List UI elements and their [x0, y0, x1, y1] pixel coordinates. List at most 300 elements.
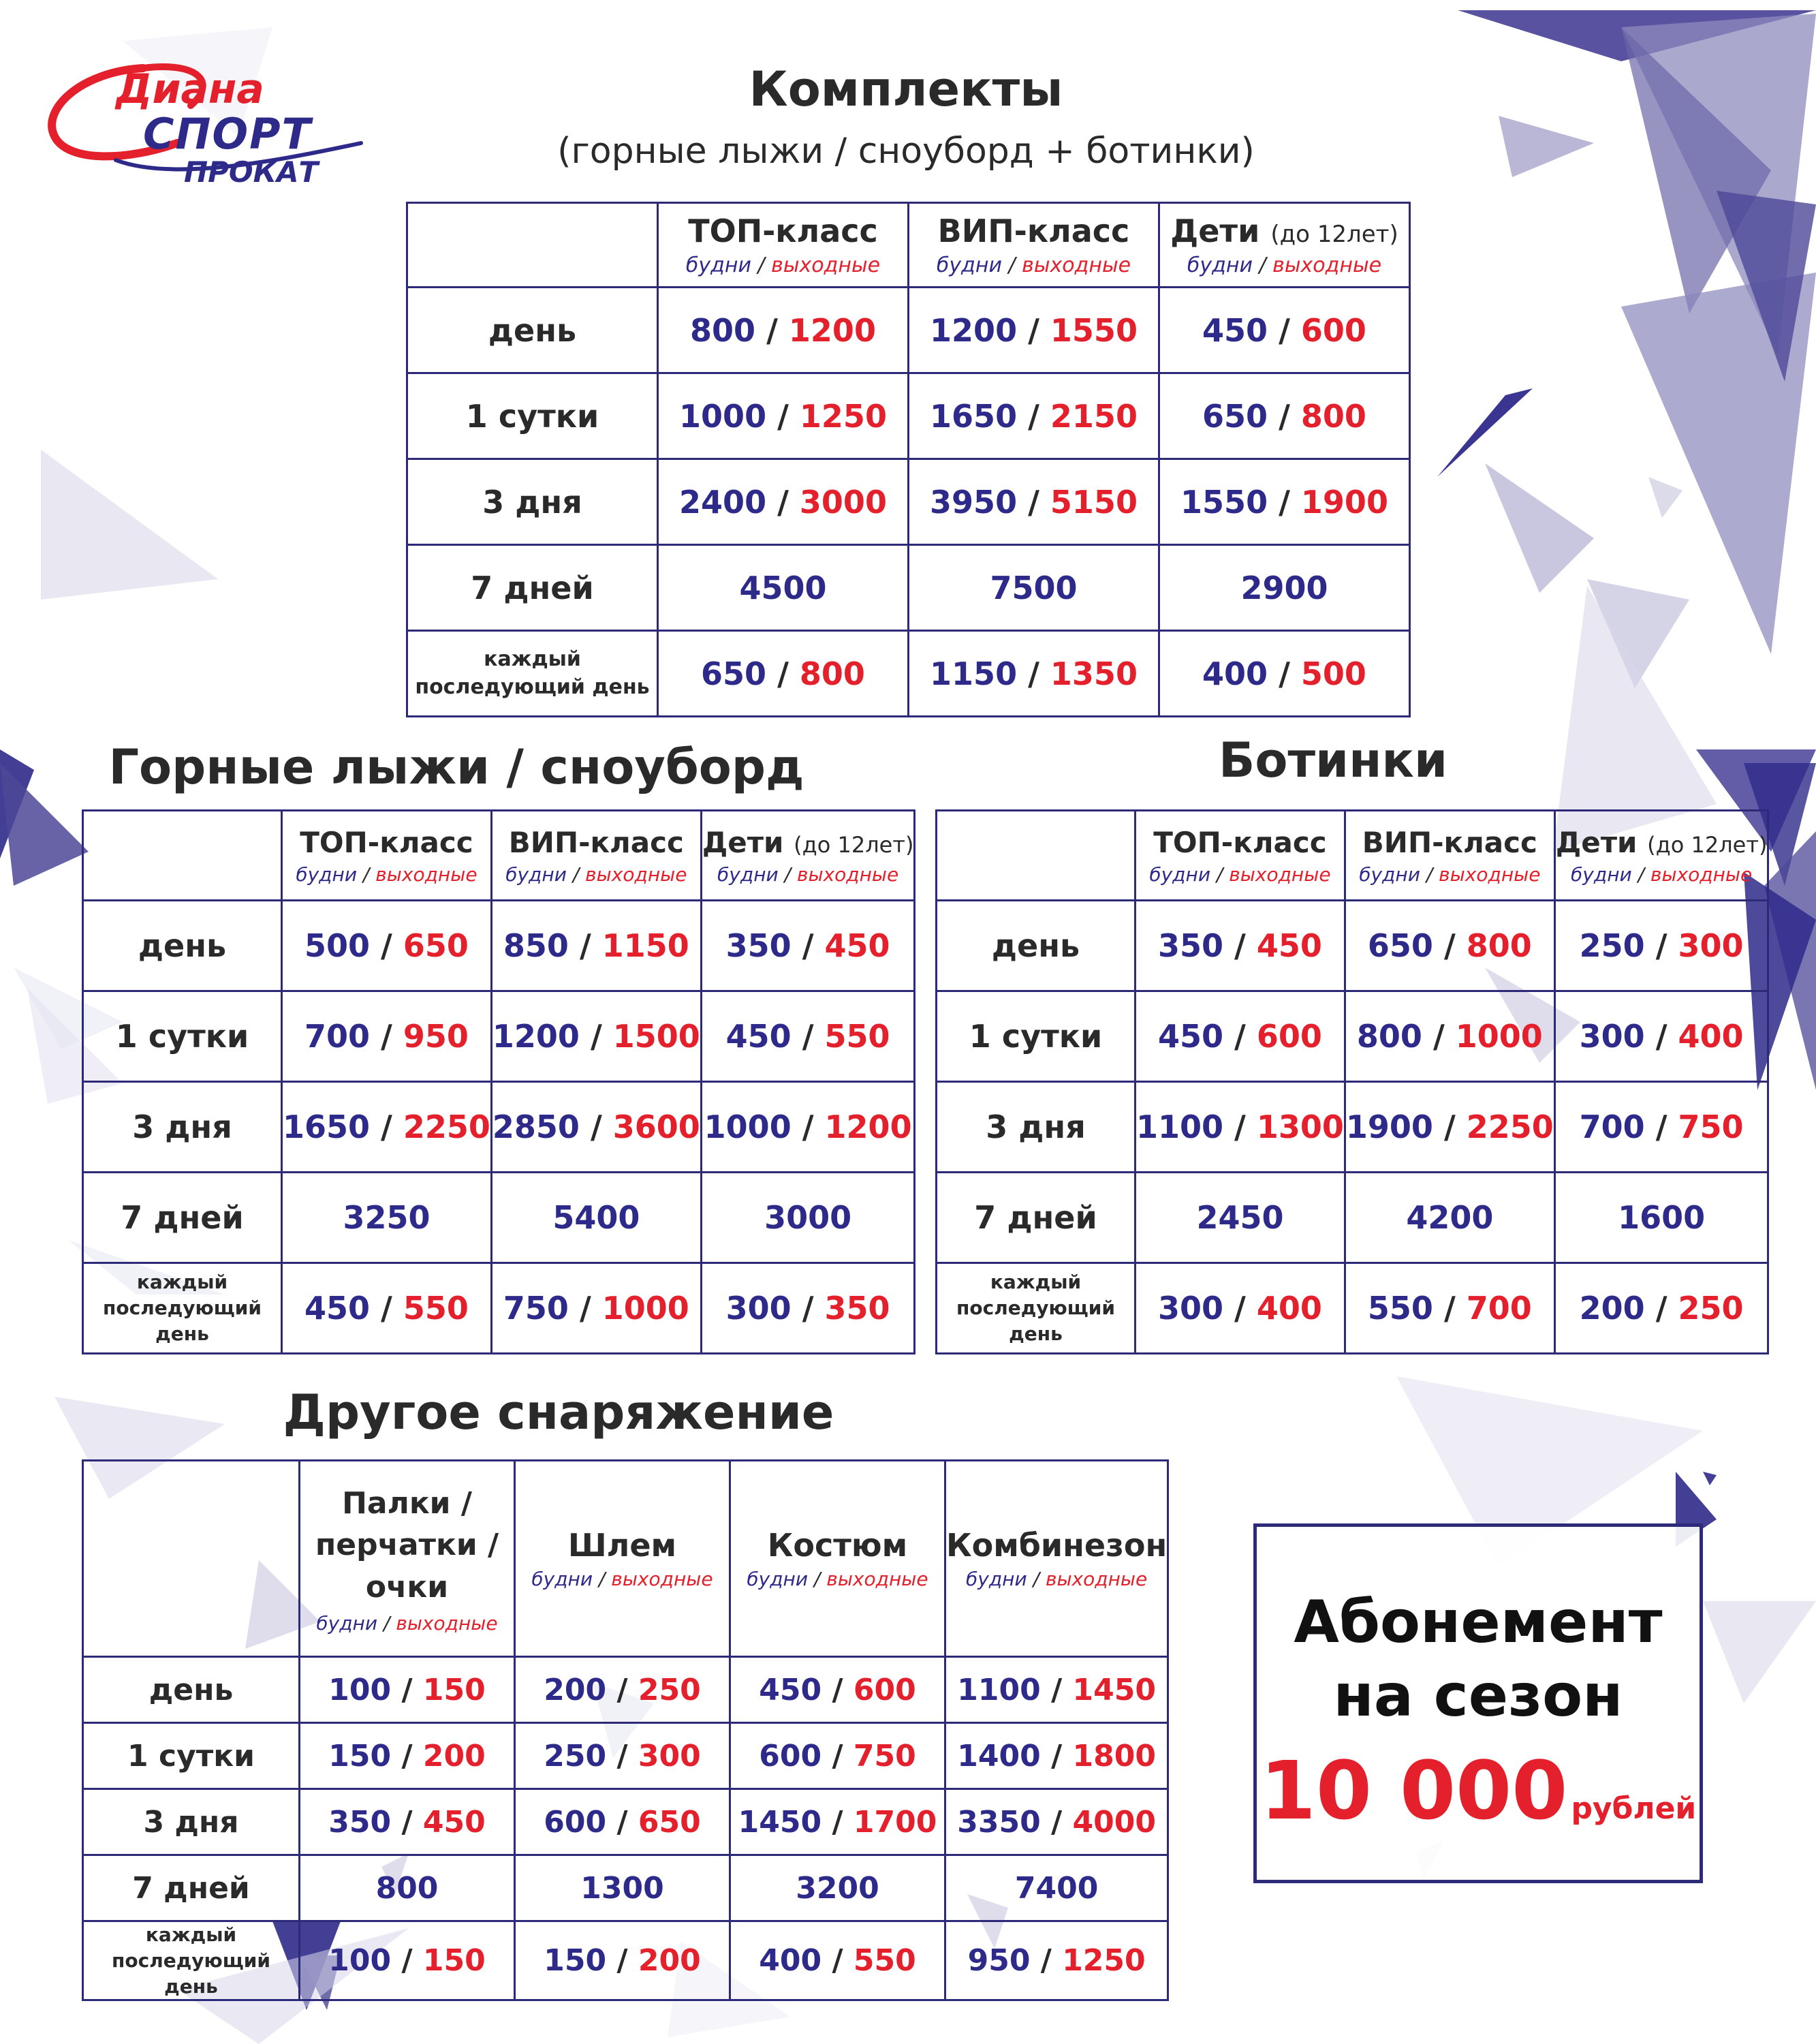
price-single: 3200: [796, 1870, 879, 1906]
label-separator: /: [1638, 863, 1645, 886]
price-separator: /: [832, 1738, 843, 1774]
column-subtitle: [659, 253, 907, 277]
price-weekend: 250: [638, 1672, 701, 1707]
weekend-label: выходные: [1229, 863, 1331, 886]
price-cell: [1136, 1173, 1345, 1263]
column-name: [946, 1527, 1167, 1564]
table-row: [83, 1855, 1168, 1921]
column-header: [300, 1461, 515, 1657]
price-weekend: 1300: [1256, 1109, 1344, 1145]
price-weekday: 3950: [930, 483, 1018, 521]
weekday-label: будни: [1571, 863, 1632, 886]
table-row: [937, 1263, 1768, 1354]
price-weekday: 350: [328, 1804, 392, 1840]
row-label: 7 дней: [83, 1173, 282, 1263]
table-row: [83, 1263, 915, 1354]
price-weekend: 300: [638, 1738, 701, 1774]
price-separator: /: [1028, 397, 1039, 435]
column-header: [658, 203, 909, 288]
row-label: 7 дней: [407, 545, 658, 631]
price-weekend: 500: [1300, 655, 1366, 692]
price-separator: /: [1028, 655, 1039, 692]
boots-table: [935, 809, 1769, 1354]
weekend-label: выходные: [585, 863, 687, 886]
price-weekend: 5150: [1050, 483, 1138, 521]
corner-cell: [407, 203, 658, 288]
price-weekday: 1550: [1180, 483, 1268, 521]
price-weekday: 700: [304, 1018, 371, 1055]
price-cell: [300, 1723, 515, 1789]
price-cell: [658, 545, 909, 631]
price-separator: /: [1433, 1018, 1445, 1055]
price-separator: /: [1443, 1109, 1456, 1145]
price-weekend: 1000: [1455, 1018, 1543, 1055]
column-subtitle: [702, 863, 914, 886]
price-weekday: 450: [1158, 1018, 1224, 1055]
weekday-label: будни: [316, 1612, 378, 1635]
price-weekend: 1450: [1072, 1672, 1156, 1707]
price-weekday: 350: [725, 927, 792, 964]
price-weekday: 100: [328, 1672, 392, 1707]
price-separator: /: [832, 1943, 843, 1979]
price-weekday: 700: [1579, 1109, 1645, 1145]
price-separator: /: [381, 927, 392, 964]
column-header: [1136, 811, 1345, 901]
price-cell: [282, 991, 492, 1082]
price-cell: [1345, 1173, 1554, 1263]
price-separator: /: [1040, 1943, 1052, 1979]
column-subtitle: [516, 1568, 729, 1590]
weekday-label: будни: [936, 253, 1002, 277]
label-separator: /: [598, 1568, 606, 1590]
price-separator: /: [1234, 927, 1246, 964]
price-separator: /: [590, 1018, 602, 1055]
price-weekend: 2150: [1050, 397, 1138, 435]
price-weekday: 250: [544, 1738, 607, 1774]
price-weekend: 2250: [403, 1109, 490, 1145]
price-separator: /: [616, 1738, 628, 1774]
kits-table: [406, 202, 1411, 717]
price-single: 2450: [1196, 1199, 1284, 1236]
price-weekday: 100: [328, 1943, 392, 1979]
weekend-label: выходные: [1439, 863, 1541, 886]
season-pass-price-row: [1257, 1744, 1700, 1838]
price-separator: /: [1051, 1672, 1063, 1707]
weekend-label: выходные: [1650, 863, 1753, 886]
price-weekday: 150: [544, 1943, 607, 1979]
price-weekday: 1400: [957, 1738, 1041, 1774]
column-name: [731, 1527, 944, 1564]
price-cell: [300, 1855, 515, 1921]
header-row: [83, 1461, 1168, 1657]
column-age: (до 12лет): [1270, 221, 1398, 248]
price-separator: /: [579, 1290, 591, 1327]
column-subtitle: [1160, 253, 1409, 277]
price-weekend: 450: [422, 1804, 486, 1840]
price-single: 4200: [1406, 1199, 1494, 1236]
price-cell: [701, 1082, 915, 1173]
price-cell: [491, 1263, 701, 1354]
price-weekday: 450: [725, 1018, 792, 1055]
price-weekday: 450: [304, 1290, 371, 1327]
season-pass-line1: Абонемент: [1294, 1588, 1663, 1656]
table-row: [83, 1789, 1168, 1855]
price-separator: /: [802, 1290, 814, 1327]
price-weekday: 1000: [704, 1109, 792, 1145]
table-row: [937, 991, 1768, 1082]
price-separator: /: [1051, 1804, 1063, 1840]
price-cell: [300, 1789, 515, 1855]
price-cell: [1159, 373, 1410, 459]
price-weekend: 3000: [799, 483, 887, 521]
price-cell: [909, 631, 1159, 717]
price-separator: /: [802, 1109, 814, 1145]
table-row: [937, 1173, 1768, 1263]
price-separator: /: [401, 1672, 413, 1707]
price-separator: /: [1051, 1738, 1063, 1774]
price-weekend: 450: [1256, 927, 1322, 964]
price-cell: [491, 901, 701, 991]
price-cell: [945, 1789, 1168, 1855]
column-header: [909, 203, 1159, 288]
price-weekend: 1700: [853, 1804, 937, 1840]
weekday-label: будни: [1187, 253, 1253, 277]
price-cell: [730, 1855, 945, 1921]
column-header: [491, 811, 701, 901]
price-separator: /: [1655, 1290, 1668, 1327]
season-pass-price: 10 000: [1259, 1744, 1568, 1838]
logo-line3: ПРОКАТ: [184, 155, 319, 189]
column-name-line: перчатки /: [315, 1528, 499, 1563]
price-weekday: 650: [1367, 927, 1433, 964]
column-header: [282, 811, 492, 901]
price-weekend: 800: [1466, 927, 1532, 964]
table-row: [83, 991, 915, 1082]
price-separator: /: [1279, 655, 1290, 692]
row-label-line: каждый: [484, 647, 581, 671]
price-weekday: 1650: [283, 1109, 371, 1145]
column-header: [1554, 811, 1768, 901]
price-weekday: 650: [1202, 397, 1268, 435]
price-cell: [1136, 1082, 1345, 1173]
column-name: [702, 826, 914, 859]
price-cell: [945, 1723, 1168, 1789]
price-separator: /: [1443, 1290, 1456, 1327]
price-weekend: 400: [1678, 1018, 1744, 1055]
column-name-text: ВИП-класс: [1362, 825, 1537, 859]
price-weekend: 200: [638, 1943, 701, 1979]
label-separator: /: [572, 863, 580, 886]
column-subtitle: [1346, 863, 1554, 886]
column-name-line: очки: [365, 1569, 449, 1605]
price-cell: [515, 1789, 730, 1855]
price-weekday: 2400: [679, 483, 767, 521]
price-weekday: 2850: [492, 1109, 580, 1145]
price-cell: [701, 1173, 915, 1263]
price-weekend: 1150: [601, 927, 689, 964]
price-cell: [1136, 901, 1345, 991]
price-separator: /: [401, 1738, 413, 1774]
price-separator: /: [1655, 1109, 1668, 1145]
skis-title: Горные лыжи / сноуборд: [108, 739, 804, 795]
price-separator: /: [1655, 1018, 1668, 1055]
price-single: 7500: [990, 569, 1078, 606]
price-weekend: 600: [1300, 311, 1366, 349]
column-name-text: Комбинезон: [946, 1527, 1168, 1564]
price-separator: /: [1028, 311, 1039, 349]
row-label-line: последующий день: [415, 675, 650, 699]
row-label-line: каждый: [136, 1271, 228, 1294]
weekend-label: выходные: [1045, 1568, 1148, 1590]
price-cell: [1345, 1082, 1554, 1173]
price-cell: [701, 1263, 915, 1354]
label-separator: /: [1426, 863, 1433, 886]
price-weekend: 550: [824, 1018, 890, 1055]
weekend-label: выходные: [396, 1612, 498, 1635]
column-age: (до 12лет): [1647, 831, 1768, 858]
price-weekday: 300: [1579, 1018, 1645, 1055]
column-subtitle: [1556, 863, 1768, 886]
price-weekend: 1250: [799, 397, 887, 435]
price-cell: [730, 1789, 945, 1855]
column-subtitle: [283, 863, 490, 886]
price-weekend: 1200: [788, 311, 876, 349]
price-weekend: 550: [403, 1290, 469, 1327]
price-separator: /: [1279, 483, 1290, 521]
other-title: Другое снаряжение: [283, 1384, 834, 1440]
column-name-text: ВИП-класс: [937, 213, 1130, 249]
price-separator: /: [401, 1804, 413, 1840]
header-row: [83, 811, 915, 901]
column-name-line: Палки /: [342, 1485, 472, 1521]
price-cell: [491, 991, 701, 1082]
weekday-label: будни: [685, 253, 751, 277]
price-weekend: 1800: [1072, 1738, 1156, 1774]
price-cell: [658, 373, 909, 459]
row-label: 7 дней: [937, 1173, 1136, 1263]
price-weekend: 150: [422, 1672, 486, 1707]
price-weekday: 400: [1202, 655, 1268, 692]
price-separator: /: [777, 483, 789, 521]
label-separator: /: [813, 1568, 821, 1590]
price-cell: [515, 1657, 730, 1723]
price-cell: [1159, 459, 1410, 545]
column-name-text: Дети: [702, 825, 784, 859]
price-separator: /: [590, 1109, 602, 1145]
price-single: 2900: [1240, 569, 1328, 606]
price-weekend: 150: [422, 1943, 486, 1979]
price-cell: [491, 1082, 701, 1173]
header-row: [407, 203, 1410, 288]
table-row: [407, 545, 1410, 631]
price-cell: [300, 1921, 515, 2000]
price-weekend: 600: [853, 1672, 916, 1707]
price-weekend: 800: [799, 655, 865, 692]
row-label: [937, 1263, 1136, 1354]
price-single: 1300: [580, 1870, 664, 1906]
weekday-label: будни: [717, 863, 779, 886]
price-cell: [515, 1921, 730, 2000]
row-label: день: [937, 901, 1136, 991]
price-separator: /: [1279, 397, 1290, 435]
price-cell: [282, 1263, 492, 1354]
column-age: (до 12лет): [794, 831, 914, 858]
weekday-label: будни: [531, 1568, 593, 1590]
price-cell: [515, 1723, 730, 1789]
price-separator: /: [616, 1672, 628, 1707]
season-pass-currency: рублей: [1571, 1791, 1697, 1826]
column-header: [1159, 203, 1410, 288]
table-row: [407, 288, 1410, 373]
price-weekday: 400: [759, 1943, 822, 1979]
label-separator: /: [362, 863, 370, 886]
price-cell: [1159, 545, 1410, 631]
weekday-label: будни: [296, 863, 358, 886]
price-weekday: 200: [544, 1672, 607, 1707]
label-separator: /: [1008, 253, 1016, 277]
column-name: [516, 1527, 729, 1564]
other-table: [82, 1459, 1169, 2001]
price-cell: [730, 1921, 945, 2000]
price-weekday: 750: [503, 1290, 569, 1327]
table-row: [83, 1723, 1168, 1789]
corner-cell: [83, 811, 282, 901]
price-separator: /: [766, 311, 778, 349]
table-row: [83, 1921, 1168, 2000]
price-weekday: 600: [759, 1738, 822, 1774]
price-cell: [1554, 901, 1768, 991]
season-pass-line2: на сезон: [1333, 1662, 1623, 1730]
label-separator: /: [383, 1612, 390, 1635]
price-cell: [701, 991, 915, 1082]
price-weekday: 1200: [930, 311, 1018, 349]
column-subtitle: [492, 863, 700, 886]
price-separator: /: [1234, 1290, 1246, 1327]
price-weekday: 300: [725, 1290, 792, 1327]
weekend-label: выходные: [796, 863, 899, 886]
price-weekend: 1000: [601, 1290, 689, 1327]
table-row: [83, 1082, 915, 1173]
column-name-text: Костюм: [767, 1527, 908, 1564]
price-cell: [909, 459, 1159, 545]
price-weekday: 1450: [738, 1804, 822, 1840]
price-weekday: 450: [759, 1672, 822, 1707]
price-separator: /: [401, 1943, 413, 1979]
price-weekday: 1650: [930, 397, 1018, 435]
price-weekend: 250: [1678, 1290, 1744, 1327]
column-header: [1345, 811, 1554, 901]
price-separator: /: [1279, 311, 1290, 349]
price-single: 7400: [1014, 1870, 1099, 1906]
price-weekend: 1500: [612, 1018, 700, 1055]
table-row: [407, 631, 1410, 717]
price-separator: /: [832, 1804, 843, 1840]
column-name: [1136, 826, 1344, 859]
price-weekend: 3600: [612, 1109, 700, 1145]
weekday-label: будни: [505, 863, 567, 886]
price-separator: /: [1234, 1018, 1246, 1055]
row-label: [83, 1921, 300, 2000]
column-name-text: Дети: [1555, 825, 1638, 859]
column-name: [1346, 826, 1554, 859]
row-label: день: [83, 1657, 300, 1723]
price-separator: /: [579, 927, 591, 964]
price-weekend: 300: [1678, 927, 1744, 964]
column-name-text: ТОП-класс: [1153, 825, 1327, 859]
weekend-label: выходные: [1272, 253, 1382, 277]
column-name: [1160, 213, 1409, 249]
header-row: [937, 811, 1768, 901]
price-weekend: 1250: [1062, 1943, 1146, 1979]
price-separator: /: [381, 1018, 392, 1055]
row-label: 3 дня: [83, 1789, 300, 1855]
row-label-line: день: [1009, 1322, 1063, 1345]
label-separator: /: [784, 863, 792, 886]
price-cell: [909, 373, 1159, 459]
row-label-line: последующий день: [112, 1949, 270, 1998]
weekday-label: будни: [747, 1568, 809, 1590]
label-separator: /: [757, 253, 765, 277]
price-cell: [300, 1657, 515, 1723]
column-name: [659, 213, 907, 249]
column-header: [515, 1461, 730, 1657]
price-cell: [1345, 1263, 1554, 1354]
price-weekend: 4000: [1072, 1804, 1156, 1840]
label-separator: /: [1259, 253, 1266, 277]
price-cell: [1345, 991, 1554, 1082]
price-separator: /: [1655, 927, 1668, 964]
kits-subtitle: (горные лыжи / сноуборд + ботинки): [557, 131, 1255, 172]
price-weekend: 800: [1300, 397, 1366, 435]
price-cell: [658, 459, 909, 545]
price-separator: /: [802, 1018, 814, 1055]
price-weekday: 600: [544, 1804, 607, 1840]
column-header: [730, 1461, 945, 1657]
price-cell: [1345, 901, 1554, 991]
price-separator: /: [777, 655, 789, 692]
price-separator: /: [616, 1804, 628, 1840]
price-single: 5400: [552, 1199, 640, 1236]
column-header: [701, 811, 915, 901]
price-weekday: 3350: [957, 1804, 1041, 1840]
price-separator: /: [1028, 483, 1039, 521]
price-weekend: 700: [1466, 1290, 1532, 1327]
column-subtitle: [1136, 863, 1344, 886]
label-separator: /: [1216, 863, 1223, 886]
price-single: 1600: [1618, 1199, 1706, 1236]
price-cell: [1554, 1082, 1768, 1173]
row-label: 1 сутки: [937, 991, 1136, 1082]
logo-line2: СПОРТ: [143, 109, 312, 159]
price-weekend: 350: [824, 1290, 890, 1327]
column-name-text: Дети: [1170, 213, 1260, 249]
price-weekend: 450: [824, 927, 890, 964]
price-cell: [282, 1173, 492, 1263]
price-cell: [1554, 1263, 1768, 1354]
price-weekday: 1000: [679, 397, 767, 435]
price-separator: /: [1234, 1109, 1246, 1145]
logo-line1: Диана: [116, 65, 264, 113]
price-weekday: 1900: [1345, 1109, 1433, 1145]
column-name: [300, 1483, 514, 1609]
weekday-label: будни: [965, 1568, 1027, 1590]
price-weekend: 750: [1678, 1109, 1744, 1145]
table-row: [407, 373, 1410, 459]
corner-cell: [937, 811, 1136, 901]
price-weekend: 1550: [1050, 311, 1138, 349]
price-cell: [730, 1723, 945, 1789]
column-name: [1556, 826, 1768, 859]
